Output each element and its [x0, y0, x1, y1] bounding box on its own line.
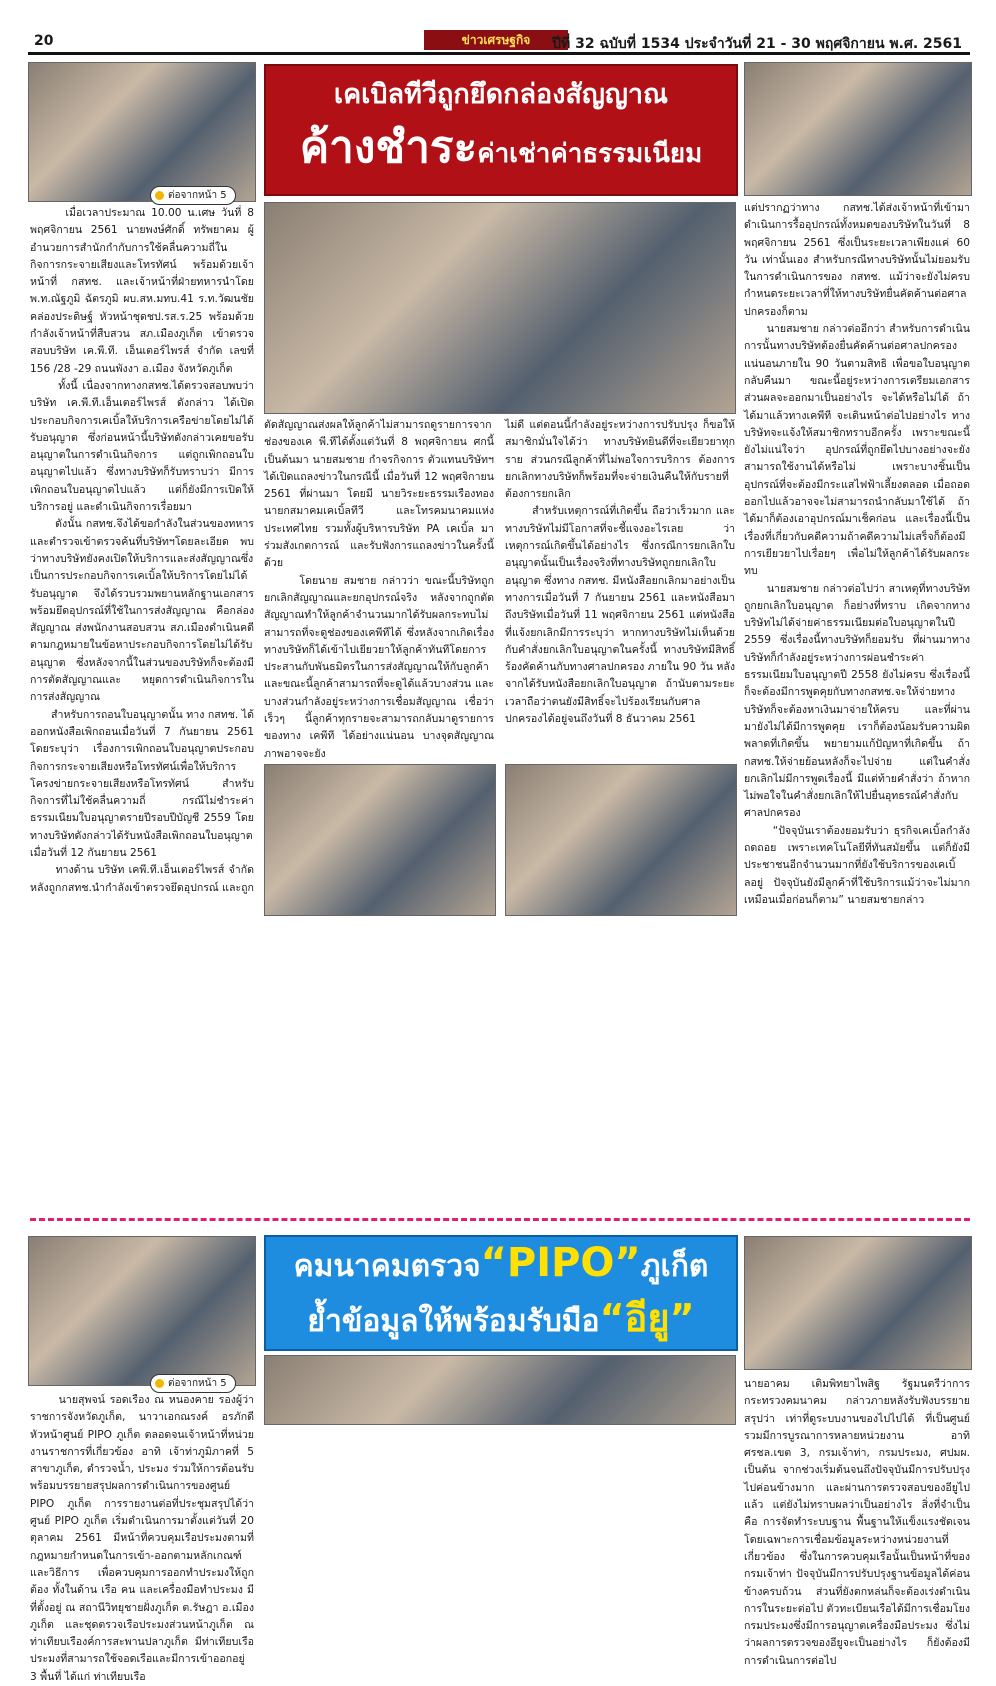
- photo-pipo-group: [264, 1355, 736, 1425]
- article1-col1: เมื่อเวลาประมาณ 10.00 น.เศษ วันที่ 8 พฤศจิกายน 2561 นายพงษ์ศักดิ์ ทรัพยาคม ผู้อำนวยการสำนักกำกับการใช้คลื่นความถี่ในกิจการกระจายเสียงและโทรทัศน์ พร้อมด้วยเจ้าหน้าที่ กสทช. และเจ้าหน้าที่ฝ่ายทหารนำโดย พ.ท.ณัฐภูมิ ฉัตรภูมิ ผบ.สห.มทบ.41 ร.ท.วัฒนชัย คล่องประดิษฐ์ หัวหน้าชุดชป.รส.ร.25 พร้อมด้วยกำลังเจ้าหน้าที่สืบสวน สภ.เมืองภูเก็ต เข้าตรวจสอบบริษัท เค.พี.ที. เอ็นเตอร์ไพรส์ จำกัด เลขที่ 156 /28 -29 ถนนพังงา อ.เมือง จังหวัดภูเก็ต ทั้งนี้ เนื่องจากทางกสทช.ได้ตรวจสอบพบว่า บริษัท เค.พี.ที.เอ็นเตอร์ไพรส์ ดังกล่าว ได้เปิดประกอบกิจการเคเบิ้ลให้บริการเครือข่ายโดยไม่ได้รับอนุญาต ซึ่งก่อนหน้านี้บริษัทดังกล่าวเคยขอรับอนุญาตในการดำเนินกิจการ แต่ถูกเพิกถอนใบอนุญาตไปแล้ว ซึ่งทางบริษัทก็รับทราบว่า มีการเพิกถอนใบอนุญาตไปแล้ว แต่ก็ยังมีการเปิดให้บริการอยู่ และดำเนินกิจการเรื่อยมา ดังนั้น กสทช.จึงได้ขอกำลังในส่วนของทหารและตำรวจเข้าตรวจค้นที่บริษัทฯโดยละเอียด พบว่าทางบริษัทยังคงเปิดให้บริการและส่งสัญญาณซึ่งเป็นการประกอบกิจการเคเบิ้ลให้บริการโดยไม่ได้รับอนุญาต จึงได้รวบรวมพยานหลักฐานเอกสาร พร้อมยึดอุปกรณ์ที่ใช้ในการส่งสัญญาณ คือกล่องสัญญาณ ส่งพนักงานสอบสวน สภ.เมืองดำเนินคดีตามกฎหมายในข้อหาประกอบกิจการโดยไม่ได้รับอนุญาต ซึ่งหลังจากนี้ในส่วนของบริษัทก็จะต้องมีการตัดสัญญาณและ หยุดการดำเนินกิจการในการส่งสัญญาณ สำหรับการถอนใบอนุญาตนั้น ทาง กสทช. ได้ออกหนังสือเพิกถอนเมื่อวันที่ 7 กันยายน 2561 โดยระบุว่า เรื่องการเพิกถอนใบอนุญาตประกอบกิจการกระจายเสียงหรือโทรทัศน์เพื่อให้บริการโครงข่ายกระจายเสียงหรือโทรทัศน์ สำหรับกิจการที่ไม่ใช้คลื่นความถี่ กรณีไม่ชำระค่าธรรมเนียมใบอนุญาตรายปีรอบปีบัญชี 2559 โดยทางบริษัทดังกล่าวได้รับหนังสือเพิกถอนใบอนุญาต เมื่อวันที่ 12 กันยายน 2561 ทางด้าน บริษัท เคพี.ที.เอ็นเตอร์ไพรส์ จำกัด หลังถูกกสทช.นำกำลังเข้าตรวจยึดอุปกรณ์ และถูก: [30, 207, 254, 894]
- headline-1: [264, 64, 738, 196]
- continued-badge-label: ต่อจากหน้า 5: [168, 190, 227, 201]
- photo-pipo-officials: [28, 1236, 256, 1386]
- article2-col1: นายสุพจน์ รอดเรือง ณ หนองคาย รองผู้ว่าราชการจังหวัดภูเก็ต, นาวาเอกณรงค์ อรภักดี หัวหน้าศูนย์ PIPO ภูเก็ต ตลอดจนเจ้าหน้าที่หน่วยงานราชการที่เกี่ยวข้อง อาทิ เจ้าท่าภูมิภาคที่ 5 สาขาภูเก็ต, ตำรวจน้ำ, ประมง ร่วมให้การต้อนรับ พร้อมบรรยายสรุปผลการดำเนินการของศูนย์ PIPO ภูเก็ต การรายงานต่อที่ประชุมสรุปได้ว่า ศูนย์ PIPO ภูเก็ต เริ่มดำเนินการมาตั้งแต่วันที่ 20 ตุลาคม 2561 มีหน้าที่ควบคุมเรือประมงตามที่กฎหมายกำหนดในการเข้า-ออกตามหลักเกณฑ์ และวิธีการ เพื่อควบคุมการออกทำประมงให้ถูกต้อง ทั้งในด้าน เรือ คน และเครื่องมือทำประมง มีที่ตั้งอยู่ ณ สถานีวิทยุชายฝั่งภูเก็ต ต.รัษฎา อ.เมืองภูเก็ต และชุดตรวจเรือประมงส่วนหน้าภูเก็ต ณ ท่าเทียบเรืองค์การสะพานปลาภูเก็ต มีท่าเทียบเรือประมงที่สามารถใช้จอดเรือและมีการเข้าออกอยู่ 3 พื้นที่ ได้แก่ ท่าเทียบเรือ: [30, 1394, 258, 1683]
- photo-minister-meeting: [744, 1236, 972, 1370]
- headline-1-small: ค่าเช่าค่าธรรมเนียม: [477, 139, 703, 169]
- headline-2-eu: “อียู”: [599, 1296, 695, 1340]
- headline-2-pipo: “PIPO”: [480, 1240, 641, 1286]
- headline-2-line2: ย้ำข้อมูลให้พร้อมรับมือ: [307, 1304, 600, 1339]
- photo-document-holder: [264, 764, 496, 916]
- article1-col2: ตัดสัญญาณส่งผลให้ลูกค้าไม่สามารถดูรายการจากช่องของเค พี.ทีได้ตั้งแต่วันที่ 8 พฤศจิกายน ศกนี้ เป็นต้นมา นายสมชาย กำจรกิจการ ตัวแทนบริษัทฯ ได้เปิดแถลงข่าวในกรณีนี้ เมื่อวันที่ 12 พฤศจิกายน 2561 ที่ผ่านมา โดยมี นายวิระยะธรรมเรืองทอง นายกสมาคมเคเบิ้ลทีวี และโทรคมนาคมแห่งประเทศไทย รวมทั้งผู้บริหารบริษัท PA เคเบิ้ล มาร่วมสังเกตการณ์ และรับฟังการแถลงข่าวในครั้งนี้ด้วย โดยนาย สมชาย กล่าวว่า ขณะนี้บริษัทถูกยกเลิกสัญญาณและยกอุปกรณ์จริง หลังจากถูกตัดสัญญาณทำให้ลูกค้าจำนวนมากได้รับผลกระทบไม่สามารถที่จะดูช่องของเคพีทีได้ ซึ่งหลังจากเกิดเรื่อง ทางบริษัทก็ได้เข้าไปเยียวยาให้ลูกค้าทันทีโดยการประสานกับพันธมิตรในการส่งสัญญาณให้กับลูกค้า และขณะนี้ลูกค้าสามารถที่จะดูได้แล้วบางส่วน และบางส่วนกำลังอยู่ระหว่างการเชื่อมสัญญาณ เชื่อว่าเร็วๆ นี้ลูกค้าทุกรายจะสามารถกลับมาดูรายการของทาง เคพีที ได้อย่างแน่นอน บางจุดสัญญาณภาพอาจจะยัง: [264, 419, 494, 760]
- continued-badge-2-label: ต่อจากหน้า 5: [168, 1378, 227, 1389]
- masthead-logo: ข่าวเศรษฐกิจ: [424, 30, 568, 50]
- badge-dot-icon: [155, 191, 164, 200]
- photo-office-inspection: [505, 764, 737, 916]
- photo-officers-box: [264, 202, 736, 414]
- issue-info: ปีที่ 32 ฉบับที่ 1534 ประจำวันที่ 21 - 30 พฤศจิกายน พ.ศ. 2561: [552, 36, 962, 52]
- article2-col4: นายอาคม เติมพิทยาไพสิฐ รัฐมนตรีว่าการกระทรวงคมนาคม กล่าวภายหลังรับฟังบรรยายสรุปว่า เท่าที่ดูระบบงานของไปไปได้ ที่เป็นศูนย์รวมมีการบูรณาการหลายหน่วยงาน อาทิ ศรชล.เขต 3, กรมเจ้าท่า, กรมประมง, ศปมผ. เป็นต้น จากช่วงเริ่มต้นจนถึงปัจจุบันมีการปรับปรุงไปค่อนข้างมาก และผ่านการตรวจสอบของอียูไปแล้ว แต่ยังไม่ทราบผลว่าเป็นอย่างไร สิ่งที่จำเป็นคือ การจัดทำระบบฐาน พื้นฐานให้แข็งแรงชัดเจน โดยเฉพาะการเชื่อมข้อมูลระหว่างหน่วยงานที่เกี่ยวข้อง ซึ่งในการควบคุมเรือนั้นเป็นหน้าที่ของกรมเจ้าท่า ปัจจุบันมีการปรับปรุงฐานข้อมูลได้ค่อนข้างครบถ้วน ส่วนที่ยังตกหล่นก็จะต้องเร่งดำเนินการในระยะต่อไป ตัวทะเบียนเรือได้มีการเชื่อมโยงกรมประมงซึ่งมีการอนุญาตเครื่องมือประมง ซึ่งไม่ว่าผลการตรวจของอียูจะเป็นอย่างไร ก็ยังต้องมีการดำเนินการต่อไป: [744, 1378, 974, 1667]
- headline-1-line1: เคเบิลทีวีถูกยึดกล่องสัญญาณ: [333, 79, 669, 110]
- headline-2-part-c: ภูเก็ต: [640, 1249, 709, 1284]
- continued-badge: [150, 186, 236, 205]
- headline-1-big: ค้างชำระ: [299, 122, 478, 173]
- continued-badge-2: [150, 1374, 236, 1393]
- headline-2: [264, 1235, 738, 1351]
- photo-customs-inspection: [28, 62, 256, 202]
- headline-2-part-a: คมนาคมตรวจ: [293, 1249, 481, 1284]
- article1-col3: ไม่ดี แต่ตอนนี้กำลังอยู่ระหว่างการปรับปรุง ก็ขอให้สมาชิกมั่นใจได้ว่า ทางบริษัทยินดีที่จะเยียวยาทุกราย ส่วนกรณีลูกค้าที่ไม่พอใจการบริการ ต้องการยกเลิกทางบริษัทก็พร้อมที่จะจ่ายเงินคืนให้กับรายที่ต้องการยกเลิก สำหรับเหตุการณ์ที่เกิดขึ้น ถือว่าเร็วมาก และ ทางบริษัทไม่มีโอกาสที่จะชี้แจงอะไรเลย ว่าเหตุการณ์เกิดขึ้นได้อย่างไร ซึ่งกรณีการยกเลิกใบอนุญาตนั้นเป็นเรื่องจริงที่ทางบริษัทถูกยกเลิกใบอนุญาต ซึ่งทาง กสทช. มีหนังสือยกเลิกมาอย่างเป็นทางการเมื่อวันที่ 7 กันยายน 2561 และหนังสือมาถึงบริษัทเมื่อวันที่ 11 พฤศจิกายน 2561 แต่หนังสือที่แจ้งยกเลิกมีการระบุว่า หากทางบริษัทไม่เห็นด้วยกับคำสั่งยกเลิกใบอนุญาตในครั้งนี้ ทางบริษัทมีสิทธิ์ร้องคัดค้านกับทางศาลปกครอง ภายใน 90 วัน หลังจากได้รับหนังสือยกเลิกใบอนุญาต ถ้านับตามระยะเวลาถือว่าตนยังมีสิทธิ์จะไปร้องเรียนกับศาลปกครองได้อยู่จนถึงวันที่ 8 ธันวาคม 2561: [505, 419, 735, 726]
- badge-dot-icon: [155, 1379, 164, 1388]
- page-number: 20: [34, 33, 54, 49]
- photo-press-conference: [744, 62, 972, 196]
- article1-col4: แต่ปรากฏว่าทาง กสทช.ได้ส่งเจ้าหน้าที่เข้ามาดำเนินการรื้ออุปกรณ์ทั้งหมดของบริษัทในวันที่ 8 พฤศจิกายน 2561 ซึ่งเป็นระยะเวลาเพียงแค่ 60 วัน เท่านั้นเอง สำหรับกรณีทางบริษัทนั้นไม่ยอมรับในการดำเนินการของ กสทช. แม้ว่าจะยังไม่ครบกำหนดระยะเวลาที่ให้ทางบริษัทยื่นคัดค้านต่อศาลปกครองก็ตาม นายสมชาย กล่าวต่ออีกว่า สำหรับการดำเนินการนั้นทางบริษัทต้องยื่นคัดค้านต่อศาลปกครองแน่นอนภายใน 90 วันตามสิทธิ เพื่อขอใบอนุญาตกลับคืนมา ขณะนี้อยู่ระหว่างการเตรียมเอกสาร ส่วนผลจะออกมาเป็นอย่างไร จะได้หรือไม่ได้ ถ้าได้มาแล้วทางเคพีที จะเดินหน้าต่อไปอย่างไร ทางบริษัทจะแจ้งให้สมาชิกทราบอีกครั้ง เพราะขณะนี้ยังไม่แน่ใจว่า อุปกรณ์ที่ถูกยึดไปบางอย่างจะยังสามารถใช้งานได้หรือไม่ เพราะบางชิ้นเป็นอุปกรณ์ที่จะต้องมีกระแสไฟฟ้าเลี้ยงตลอด เมื่อถอดออกไปแล้วอาจจะไม่สามารถนำกลับมาใช้ได้ ถ้าได้มาก็ต้องเอาอุปกรณ์มาเช็คก่อน และเรื่องนี้เป็นเรื่องที่เกี่ยวกับคดีความถ้าคดีความไม่เสร็จก็ต้องมีการเยียวยาไปเรื่อยๆ เพื่อไม่ให้ลูกค้าได้รับผลกระทบ นายสมชาย กล่าวต่อไปว่า สาเหตุที่ทางบริษัท ถูกยกเลิกใบอนุญาต ก็อย่างที่ทราบ เกิดจากทางบริษัทไม่ได้จ่ายค่าธรรมเนียมต่อใบอนุญาตในปี 2559 ซึ่งเรื่องนี้ทางบริษัทก็ยอมรับ ที่ผ่านมาทางบริษัทก็กำลังอยู่ระหว่างการผ่อนชำระค่าธรรมเนียมใบอนุญาตปี 2558 ยังไม่ครบ ซึ่งเรื่องนี้ก็จะต้องมีการพูดคุยกับทางกสทช.จะให้จ่ายทางบริษัทก็จะต้องหาเงินมาจ่ายให้ครบ และที่ผ่านมายังไม่ได้มีการพูดคุย เราก็ต้องน้อมรับความผิดพลาดที่เกิดขึ้น พยายามแก้ปัญหาที่เกิดขึ้น ถ้า กสทช.ให้จ่ายย้อนหลังก็จะไปจ่าย แต่ในคำสั่งยกเลิกไม่มีการพูดเรื่องนี้ มีแต่ท้ายคำสั่งว่า ถ้าหากไม่พอใจในคำสั่งยกเลิกให้ไปยื่นอุทธรณ์คำสั่งกับศาลปกครอง “ปัจจุบันเราต้องยอมรับว่า ธุรกิจเคเบิ้ลกำลังถดถอย เพราะเทคโนโลยีที่ทันสมัยขึ้น แต่ก็ยังมีประชาชนอีกจำนวนมากที่ยังใช้บริการของเคเบิ้ลอยู่ ปัจจุบันยังมีลูกค้าที่ใช้บริการแม้ว่าจะไม่มากเหมือนเมื่อก่อนก็ตาม” นายสมชายกล่าว: [744, 202, 970, 906]
- section-divider: [30, 1218, 970, 1221]
